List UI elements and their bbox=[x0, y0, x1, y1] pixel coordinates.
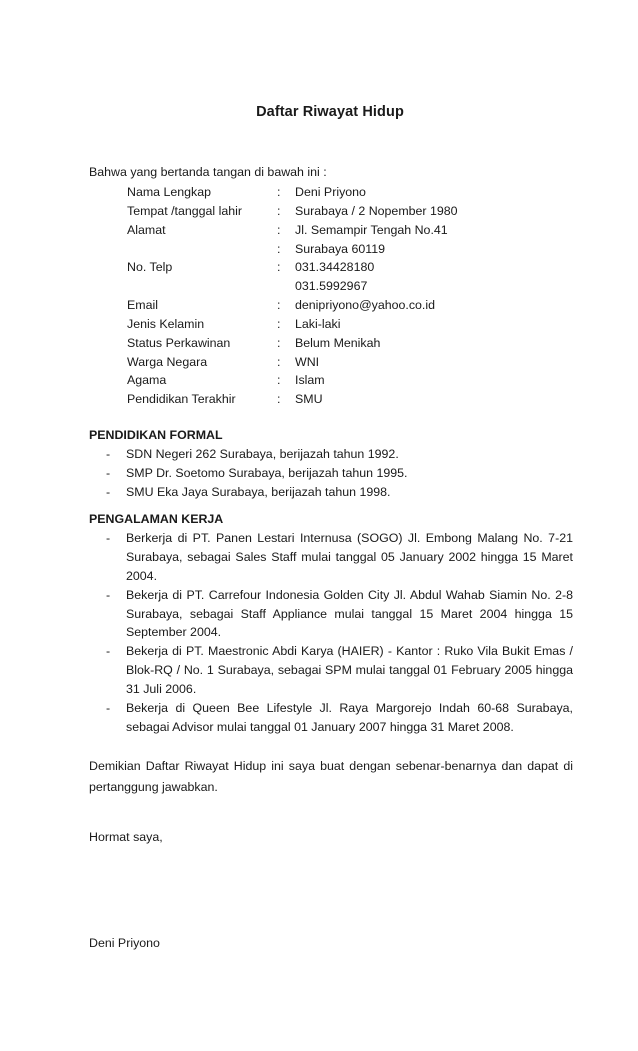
info-separator: : bbox=[277, 203, 281, 218]
list-item-text: Bekerja di PT. Carrefour Indonesia Golden City Jl. Abdul Wahab Siamin No. 2-8 Surabaya, sebagai Staff Appliance mulai tanggal 15 Maret 2004 hingga 15 September 2004. bbox=[126, 587, 573, 640]
info-separator: : bbox=[277, 316, 281, 331]
info-separator: : bbox=[277, 392, 281, 407]
info-label: Jenis Kelamin bbox=[127, 316, 205, 331]
info-label bbox=[127, 277, 277, 296]
info-separator: : bbox=[277, 373, 281, 388]
info-row bbox=[127, 240, 458, 259]
info-value: 031.5992967 bbox=[295, 279, 368, 294]
info-value: Belum Menikah bbox=[295, 335, 381, 350]
info-separator: : bbox=[277, 260, 281, 275]
info-label bbox=[127, 240, 277, 259]
experience-list bbox=[89, 529, 573, 737]
dash-bullet: - bbox=[106, 587, 111, 602]
document-title: Daftar Riwayat Hidup bbox=[256, 104, 404, 120]
list-item-text: SDN Negeri 262 Surabaya, berijazah tahun 1992. bbox=[126, 446, 399, 461]
list-item bbox=[89, 464, 573, 483]
info-separator-empty bbox=[277, 277, 295, 296]
info-separator: : bbox=[277, 241, 281, 256]
info-label: Pendidikan Terakhir bbox=[127, 392, 236, 407]
regards-text: Hormat saya, bbox=[89, 830, 163, 844]
info-value: SMU bbox=[295, 392, 323, 407]
info-label: Email bbox=[127, 298, 158, 313]
info-row bbox=[127, 277, 458, 296]
info-value: Islam bbox=[295, 373, 325, 388]
list-item bbox=[89, 586, 573, 643]
list-item-text: SMP Dr. Soetomo Surabaya, berijazah tahun 1995. bbox=[126, 465, 408, 480]
info-row bbox=[127, 183, 458, 202]
info-row bbox=[127, 371, 458, 390]
info-value: Surabaya / 2 Nopember 1980 bbox=[295, 203, 458, 218]
closing-statement: Demikian Daftar Riwayat Hidup ini saya buat dengan sebenar-benarnya dan dapat di pertanggung jawabkan. bbox=[89, 759, 573, 794]
info-separator: : bbox=[277, 185, 281, 199]
info-value: 031.34428180 bbox=[295, 260, 375, 275]
info-value: Deni Priyono bbox=[295, 185, 366, 199]
info-value: Jl. Semampir Tengah No.41 bbox=[295, 222, 448, 237]
info-separator: : bbox=[277, 354, 281, 369]
info-row bbox=[127, 202, 458, 221]
list-item-text: Bekerja di PT. Maestronic Abdi Karya (HAIER) - Kantor : Ruko Vila Bukit Emas / Blok-RQ / No. 1 Surabaya, sebagai SPM mulai tanggal 01 February 2005 hingga 31 Juli 2006. bbox=[126, 644, 573, 697]
list-item bbox=[89, 642, 573, 699]
list-item-text: SMU Eka Jaya Surabaya, berijazah tahun 1998. bbox=[126, 484, 391, 499]
personal-info-table bbox=[127, 183, 458, 409]
list-item-text: Bekerja di Queen Bee Lifestyle Jl. Raya Margorejo Indah 60-68 Surabaya, sebagai Advisor mulai tanggal 01 January 2007 hingga 31 Maret 2008. bbox=[126, 701, 573, 734]
info-separator: : bbox=[277, 298, 281, 313]
info-row bbox=[127, 221, 458, 240]
dash-bullet: - bbox=[106, 484, 111, 499]
info-label: Warga Negara bbox=[127, 354, 208, 369]
info-label: Tempat /tanggal lahir bbox=[127, 203, 243, 218]
info-label: No. Telp bbox=[127, 260, 173, 275]
dash-bullet: - bbox=[106, 465, 111, 480]
list-item bbox=[89, 699, 573, 737]
education-list bbox=[89, 445, 573, 502]
info-separator: : bbox=[277, 335, 281, 350]
info-row bbox=[127, 390, 458, 409]
list-item bbox=[89, 483, 573, 502]
info-row bbox=[127, 296, 458, 315]
experience-section bbox=[89, 510, 573, 737]
info-label: Nama Lengkap bbox=[127, 185, 212, 199]
info-value: Surabaya 60119 bbox=[295, 241, 386, 256]
info-label: Status Perkawinan bbox=[127, 335, 231, 350]
education-heading: PENDIDIKAN FORMAL bbox=[89, 428, 223, 442]
dash-bullet: - bbox=[106, 644, 111, 659]
list-item-text: Berkerja di PT. Panen Lestari Internusa (SOGO) Jl. Embong Malang No. 7-21 Surabaya, sebagai Sales Staff mulai tanggal 05 January 2002 hingga 15 Maret 2004. bbox=[126, 530, 573, 583]
info-value: denipriyono@yahoo.co.id bbox=[295, 298, 436, 313]
info-row bbox=[127, 334, 458, 353]
info-value: Laki-laki bbox=[295, 316, 341, 331]
info-row bbox=[127, 315, 458, 334]
info-row bbox=[127, 353, 458, 372]
dash-bullet: - bbox=[106, 446, 111, 461]
experience-heading: PENGALAMAN KERJA bbox=[89, 512, 224, 526]
list-item bbox=[89, 529, 573, 586]
info-label: Agama bbox=[127, 373, 167, 388]
intro-text: Bahwa yang bertanda tangan di bawah ini : bbox=[89, 165, 327, 179]
list-item bbox=[89, 445, 573, 464]
info-separator: : bbox=[277, 222, 281, 237]
info-value: WNI bbox=[295, 354, 320, 369]
dash-bullet: - bbox=[106, 701, 111, 716]
signature-name: Deni Priyono bbox=[89, 936, 160, 950]
education-section bbox=[89, 426, 573, 502]
info-row bbox=[127, 258, 458, 277]
info-label: Alamat bbox=[127, 222, 166, 237]
dash-bullet: - bbox=[106, 530, 111, 545]
